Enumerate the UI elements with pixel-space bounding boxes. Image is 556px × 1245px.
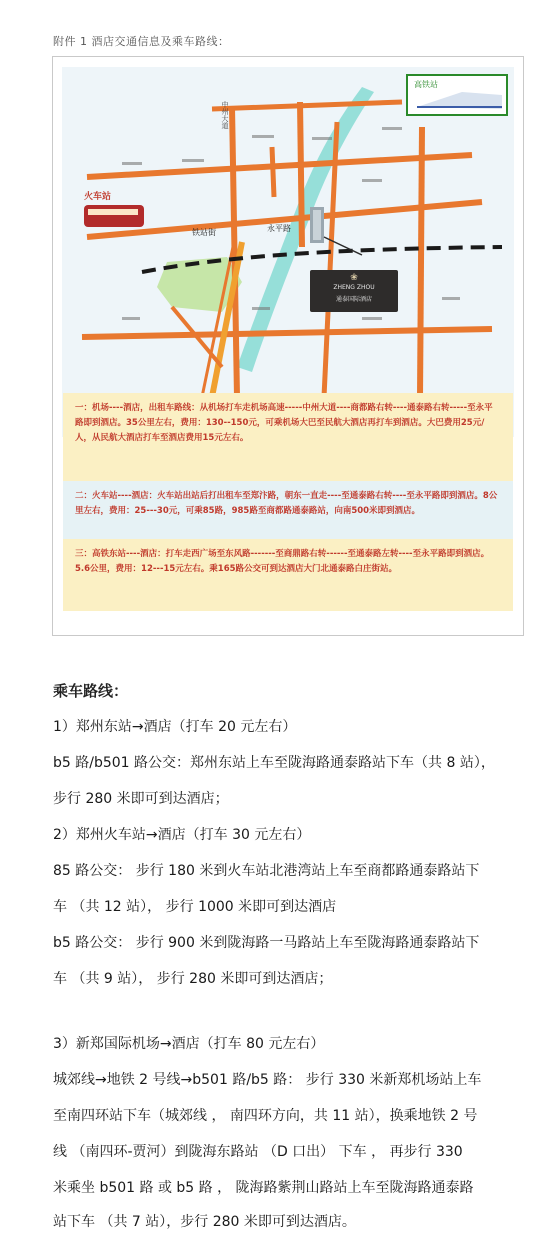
figure-caption: 附件 1 酒店交通信息及乘车路线：: [53, 35, 230, 48]
route-info-airport: 一：机场----酒店，出租车路线：从机场打车走机场高速-----中州大道----商都路右转----通泰路右转-----至永平路即到酒店。35公里左右，费用：130--150元，可乘机场大巴至民航大酒店再打车到酒店。大巴费用25元/人，从民航大酒店打车至酒店费用15元左右。: [63, 393, 513, 482]
route-line: 线 （南四环-贾河）到陇海东路站 （D 口出） 下车 ， 再步行 330: [53, 1144, 463, 1160]
hotel-traffic-figure: [52, 56, 524, 636]
svg-text:❀: ❀: [350, 273, 358, 283]
svg-text:高铁站: 高铁站: [414, 80, 438, 89]
route-line: 至南四环站下车（城郊线 ， 南四环方向，共 11 站），换乘地铁 2 号: [53, 1108, 478, 1124]
route-line: 85 路公交： 步行 180 米到火车站北港湾站上车至商都路通泰路站下: [53, 863, 480, 879]
route-line: 1）郑州东站→酒店（打车 20 元左右）: [53, 719, 297, 735]
svg-text:火车站: 火车站: [84, 192, 112, 202]
route-line: 步行 280 米即可到达酒店；: [53, 791, 229, 807]
route-info-train-station: 二：火车站----酒店：火车站出站后打出租车至郑汴路，朝东一直走----至通泰路右转----至永平路即到酒店。8公里左右，费用：25---30元，可乘85路，985路至商都路通泰路站，向南500米即到酒店。: [63, 481, 513, 560]
route-line: 城郊线→地铁 2 号线→b501 路/b5 路： 步行 330 米新郑机场站上车: [53, 1072, 482, 1088]
route-line: 2）郑州火车站→酒店（打车 30 元左右）: [53, 827, 311, 843]
high-speed-rail-icon: [407, 75, 507, 115]
street-yongping-label: 永平路: [267, 224, 291, 233]
route-line: 站下车 （共 7 站），步行 280 米即可到达酒店。: [53, 1214, 356, 1230]
route-map: [62, 67, 514, 437]
route-line: 3）新郑国际机场→酒店（打车 80 元左右）: [53, 1036, 325, 1052]
route-line: 车 （共 12 站）， 步行 1000 米即可到达酒店: [53, 899, 337, 915]
route-line: b5 路/b501 路公交：郑州东站上车至陇海路通泰路站下车（共 8 站），: [53, 755, 495, 771]
route-line: b5 路公交： 步行 900 米到陇海路一马路站上车至陇海路通泰路站下: [53, 935, 480, 951]
routes-heading: 乘车路线：: [53, 682, 129, 700]
route-map-graphic: [62, 67, 514, 397]
hotel-cn-label: 通泰国际酒店: [335, 296, 373, 303]
route-line: 车 （共 9 站）， 步行 280 米即可到达酒店；: [53, 971, 333, 987]
route-info-high-speed-rail: 三：高铁东站----酒店：打车走西广场至东风路-------至商鼎路右转------至通泰路左转----至永平路即到酒店。5.6公里，费用：12---15元左右。乘165路公交可到达酒店大门北通泰路白庄街站。: [63, 539, 513, 611]
street-zhanjie-label: 铁站街: [192, 228, 216, 237]
hotel-en-label: ZHENG ZHOU: [333, 284, 375, 291]
street-zhongzhou-label: 中州大道: [221, 101, 229, 129]
route-line: 米乘坐 b501 路 或 b5 路 ， 陇海路紫荆山路站上车至陇海路通泰路: [53, 1180, 474, 1196]
